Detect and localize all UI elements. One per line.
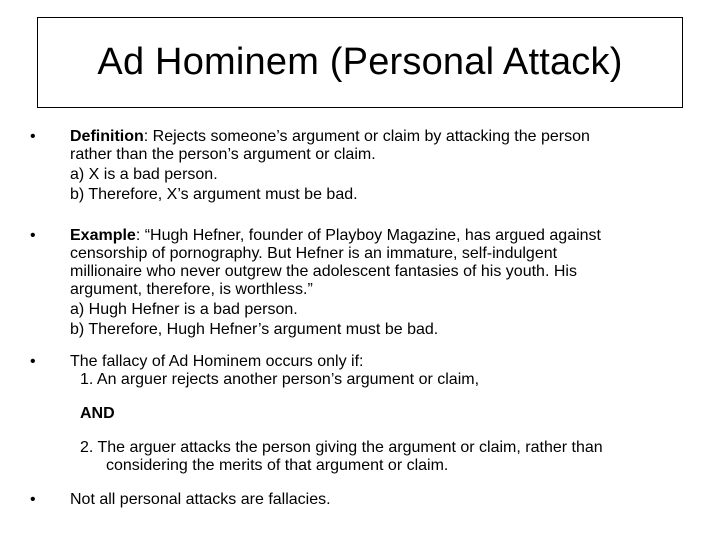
definition-line-1: Definition: Rejects someone’s argument or claim by attacking the person (70, 128, 590, 145)
slide-title: Ad Hominem (Personal Attack) (97, 41, 623, 83)
definition-term: Definition (70, 128, 144, 145)
fallacy-condition-1: 1. An arguer rejects another person’s argument or claim, (80, 371, 480, 388)
title-box (37, 17, 683, 108)
example-line-2: censorship of pornography. But Hefner is an immature, self-indulgent (70, 245, 558, 262)
bullet-example: • (30, 227, 36, 244)
example-block (70, 227, 690, 339)
definition-line-2: rather than the person’s argument or claim. (70, 146, 376, 163)
definition-premise-a: a) X is a bad person. (70, 166, 218, 183)
fallacy-and-label: AND (80, 405, 115, 422)
example-line-1: Example: “Hugh Hefner, founder of Playboy Magazine, has argued against (70, 227, 601, 244)
definition-block (70, 128, 690, 204)
last-point: Not all personal attacks are fallacies. (70, 491, 331, 508)
definition-premise-b: b) Therefore, X’s argument must be bad. (70, 186, 358, 203)
fallacy-condition-2-line-1: 2. The arguer attacks the person giving the argument or claim, rather than (80, 439, 603, 456)
bullet-fallacy: • (30, 353, 36, 370)
fallacy-intro: The fallacy of Ad Hominem occurs only if: (70, 353, 364, 370)
example-term: Example (70, 227, 136, 244)
fallacy-block (70, 353, 690, 389)
example-premise-a: a) Hugh Hefner is a bad person. (70, 301, 298, 318)
example-line-4: argument, therefore, is worthless.” (70, 281, 313, 298)
bullet-last: • (30, 491, 36, 508)
example-line-3: millionaire who never outgrew the adolescent fantasies of his youth. His (70, 263, 577, 280)
fallacy-condition-2-block (80, 439, 700, 475)
example-premise-b: b) Therefore, Hugh Hefner’s argument must be bad. (70, 321, 439, 338)
fallacy-condition-2-line-2: considering the merits of that argument or claim. (106, 457, 449, 474)
bullet-definition: • (30, 128, 36, 145)
